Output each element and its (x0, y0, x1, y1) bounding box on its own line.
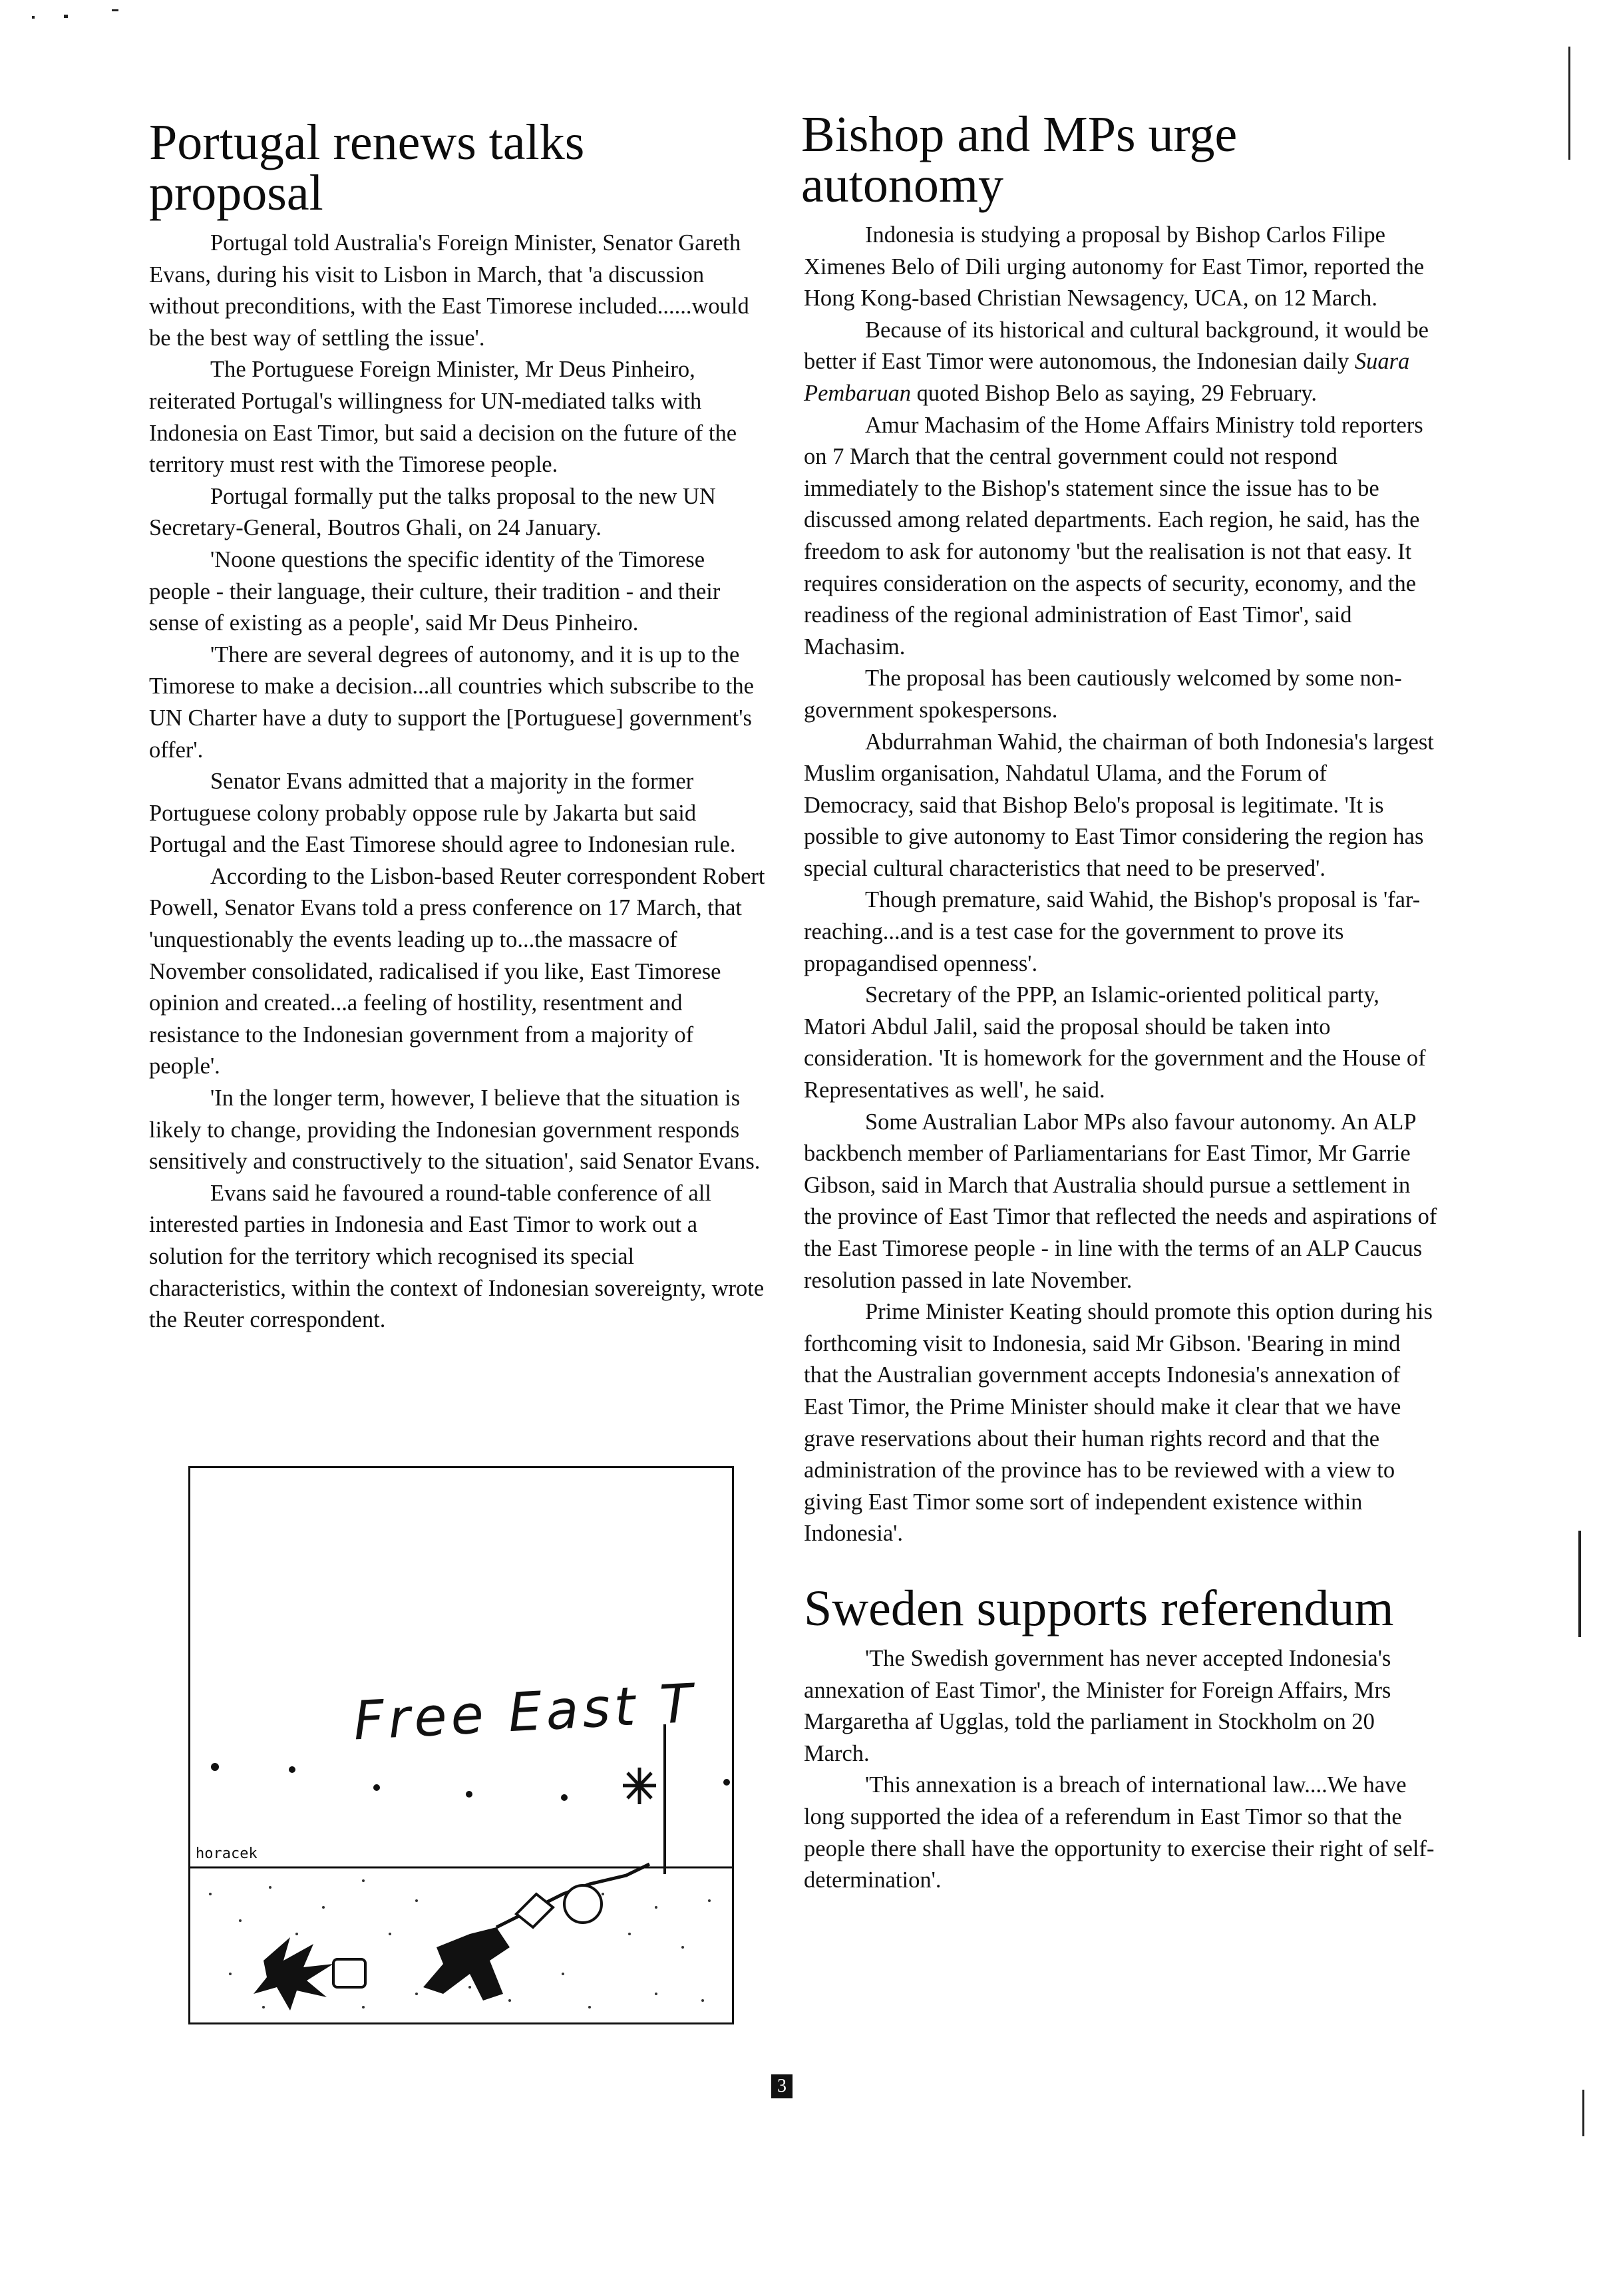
right-column (801, 100, 1439, 1897)
newspaper-name: Suara Pembaruan (804, 349, 1410, 406)
scan-speck (32, 16, 35, 19)
article-body-bishop (804, 220, 1439, 1550)
paragraph: 'In the longer term, however, I believe that the situation is likely to change, providing the Indonesian government responds sensitively and constructively to the situation', said Senator Evans. (149, 1085, 761, 1175)
article-body-sweden (804, 1643, 1439, 1897)
paragraph: Some Australian Labor MPs also favour autonomy. An ALP backbench member of Parliamentarians for East Timor, Mr Garrie Gibson, said in March that Australia should pursue a settlement in the province of East Timor that reflected the needs and aspirations of the East Timorese people - in line with the terms of an ALP Caucus resolution passed in late November. (804, 1109, 1437, 1293)
paragraph: 'This annexation is a breach of international law....We have long supported the idea of a referendum in East Timor so that the people there shall have the opportunity to exercise their right of self-determination'. (804, 1772, 1435, 1893)
paragraph: Senator Evans admitted that a majority in the former Portuguese colony probably oppose rule by Jakarta but said Portugal and the East Timorese should agree to Indonesian rule. (149, 769, 736, 858)
page-number: 3 (771, 2074, 793, 2098)
crawling-figure-body (423, 1927, 510, 2001)
scan-speck (112, 9, 118, 11)
left-column (149, 100, 768, 1336)
scan-edge-mark (1582, 2090, 1584, 2136)
spiky-star (623, 1768, 656, 1804)
paragraph: Prime Minister Keating should promote this option during his forthcoming visit to Indonesia, said Mr Gibson. 'Bearing in mind that the Australian government accepts Indonesia's annexation of East Timor, the Prime Minister should make it clear that we have grave reservations about their human rights record and that the administration of the province has to be reviewed with a view to giving East Timor some sort of independent existence within Indonesia'. (804, 1299, 1433, 1547)
article-headline-bishop: Bishop and MPs urge autonomy (801, 106, 1238, 213)
paragraph: Amur Machasim of the Home Affairs Ministry told reporters on 7 March that the central government could not respond immediately to the Bishop's statement since the issue has to be discussed among related departments. Each region, he said, has the freedom to ask for autonomy 'but the realisation is not that easy. It requires consideration on the aspects of security, economy, and the readiness of the regional administration of East Timor', said Machasim. (804, 412, 1423, 660)
article-headline-portugal: Portugal renews talks proposal (149, 114, 585, 221)
dark-splash (254, 1937, 333, 2010)
paragraph: 'The Swedish government has never accepted Indonesia's annexation of East Timor', the Minister for Foreign Affairs, Mrs Margaretha af Ugglas, told the parliament in Stockholm on 20 March. (804, 1645, 1391, 1766)
article-body-portugal (149, 228, 768, 1336)
paragraph-with-italic: Because of its historical and cultural background, it would be better if East Timor were autonomous, the Indonesian daily Suara Pembaruan quoted Bishop Belo as saying, 29 February. (804, 317, 1429, 406)
paragraph: 'There are several degrees of autonomy, and it is up to the Timorese to make a decision...all countries which subscribe to the UN Charter have a duty to support the [Portuguese] government's offer'. (149, 642, 754, 763)
paragraph: Abdurrahman Wahid, the chairman of both Indonesia's largest Muslim organisation, Nahdatul Ulama, and the Forum of Democracy, said that Bishop Belo's proposal is legitimate. 'It is possible to give autonomy to East Timor considering the region has special cultural characteristics that need to be preserved'. (804, 729, 1434, 881)
paragraph: Portugal told Australia's Foreign Minister, Senator Gareth Evans, during his visit to Lisbon in March, that 'a discussion without preconditions, with the East Timorese included......would be the best way of settling the issue'. (149, 230, 749, 351)
paragraph: Secretary of the PPP, an Islamic-oriented political party, Matori Abdul Jalil, said the proposal should be taken into consideration. 'It is homework for the government and the House of Representatives as well', he said. (804, 982, 1426, 1103)
paragraph: Though premature, said Wahid, the Bishop's proposal is 'far-reaching...and is a test case for the government to prove its propagandised openness'. (804, 887, 1421, 976)
free-east-timor-cartoon (188, 1466, 734, 2024)
paragraph: The Portuguese Foreign Minister, Mr Deus Pinheiro, reiterated Portugal's willingness for UN-mediated talks with Indonesia on East Timor, but said a decision on the future of the territory must rest with the Timorese people. (149, 357, 737, 478)
paragraph: Indonesia is studying a proposal by Bishop Carlos Filipe Ximenes Belo of Dili urging autonomy for East Timor, reported the Hong Kong-based Christian Newsagency, UCA, on 12 March. (804, 222, 1425, 311)
star-dots (211, 1763, 730, 1801)
cartoonist-signature: horacek (196, 1845, 258, 1862)
scan-speck (64, 15, 68, 18)
paragraph: 'Noone questions the specific identity of the Timorese people - their language, their culture, their tradition - and their sense of existing as a people', said Mr Deus Pinheiro. (149, 546, 721, 636)
scan-edge-mark (1578, 1531, 1581, 1637)
paragraph: The proposal has been cautiously welcomed by some non-government spokespersons. (804, 666, 1402, 723)
paragraph: Evans said he favoured a round-table conference of all interested parties in Indonesia and East Timor to work out a solution for the territory which recognised its special characteristics, within the context of Indonesian sovereignty, wrote the Reuter correspondent. (149, 1180, 765, 1333)
paragraph: According to the Lisbon-based Reuter correspondent Robert Powell, Senator Evans told a press conference on 17 March, that 'unquestionably the events leading up to...the massacre of November consolidated, radicalised if you like, East Timorese opinion and created...a feeling of hostility, resentment and resistance to the Indonesian government from a majority of people'. (149, 863, 765, 1079)
article-headline-sweden: Sweden supports referendum (804, 1580, 1394, 1636)
paragraph: Portugal formally put the talks proposal to the new UN Secretary-General, Boutros Ghali, on 24 January. (149, 483, 716, 541)
cartoon-caption: Free East T (351, 1672, 698, 1752)
scan-edge-mark (1568, 47, 1570, 160)
